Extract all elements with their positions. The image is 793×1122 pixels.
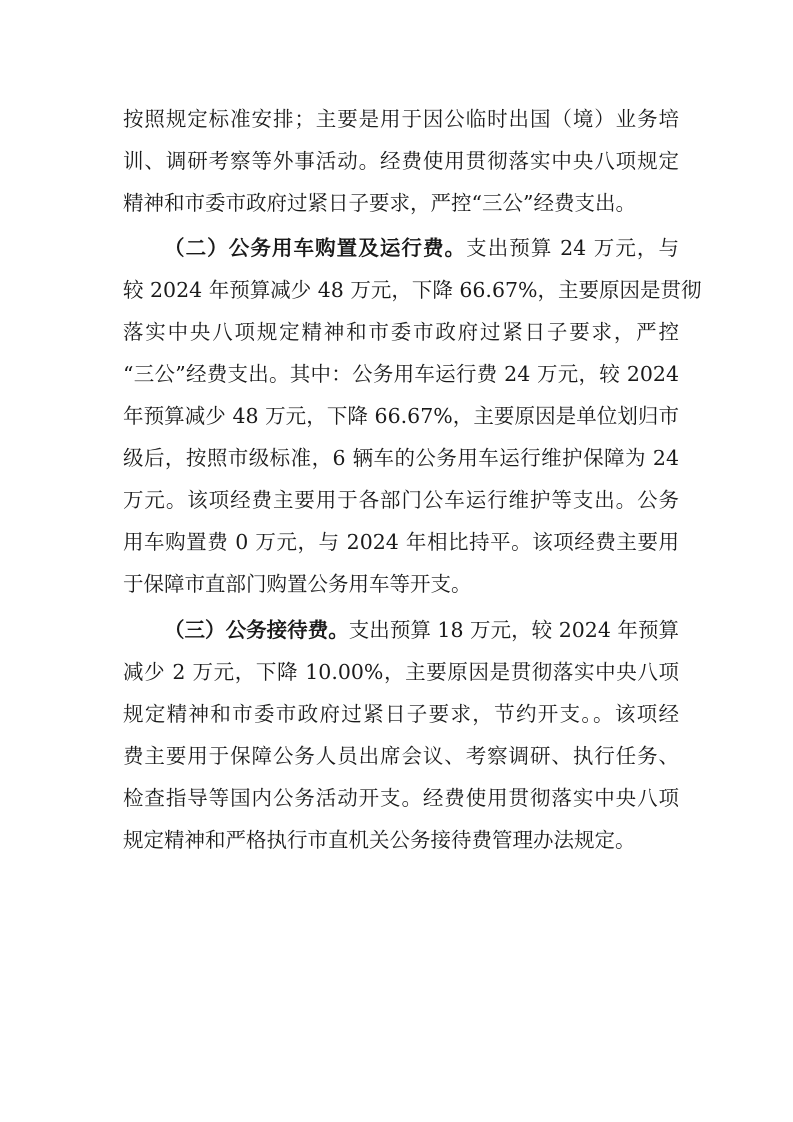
text-line: 减少 2 万元，下降 10.00%，主要原因是贯彻落实中央八项 <box>123 660 679 684</box>
text-line <box>164 617 679 643</box>
section-heading: （二）公务用车购置及运行费。 <box>164 236 467 260</box>
text-line: 检查指导等国内公务活动开支。经费使用贯彻落实中央八项 <box>123 786 679 810</box>
text-run: 支出预算 24 万元，与 <box>466 236 679 260</box>
text-line: 规定精神和市委市政府过紧日子要求，节约开支。。该项经 <box>123 702 679 726</box>
section-heading: （三）公务接待费。 <box>164 618 349 642</box>
text-line: 用车购置费 0 万元，与 2024 年相比持平。该项经费主要用 <box>123 530 679 554</box>
text-line: 年预算减少 48 万元，下降 66.67%，主要原因是单位划归市 <box>123 404 679 428</box>
text-line: 落实中央八项规定精神和市委市政府过紧日子要求，严控 <box>123 320 679 344</box>
text-line: 于保障市直部门购置公务用车等开支。 <box>123 572 472 596</box>
text-line: 精神和市委市政府过紧日子要求，严控“三公”经费支出。 <box>123 191 636 215</box>
text-line: 费主要用于保障公务人员出席会议、考察调研、执行任务、 <box>123 744 679 768</box>
text-run: 支出预算 18 万元，较 2024 年预算 <box>348 618 679 642</box>
text-line: 规定精神和严格执行市直机关公务接待费管理办法规定。 <box>123 828 636 852</box>
text-line <box>164 235 679 261</box>
text-line: “三公”经费支出。其中：公务用车运行费 24 万元，较 2024 <box>123 362 679 386</box>
text-line: 较 2024 年预算减少 48 万元，下降 66.67%，主要原因是贯彻 <box>123 278 702 302</box>
text-line: 万元。该项经费主要用于各部门公车运行维护等支出。公务 <box>123 488 679 512</box>
text-line: 训、调研考察等外事活动。经费使用贯彻落实中央八项规定 <box>123 149 679 173</box>
text-line: 级后，按照市级标准，6 辆车的公务用车运行维护保障为 24 <box>123 446 679 470</box>
text-line: 按照规定标准安排；主要是用于因公临时出国（境）业务培 <box>123 107 679 131</box>
